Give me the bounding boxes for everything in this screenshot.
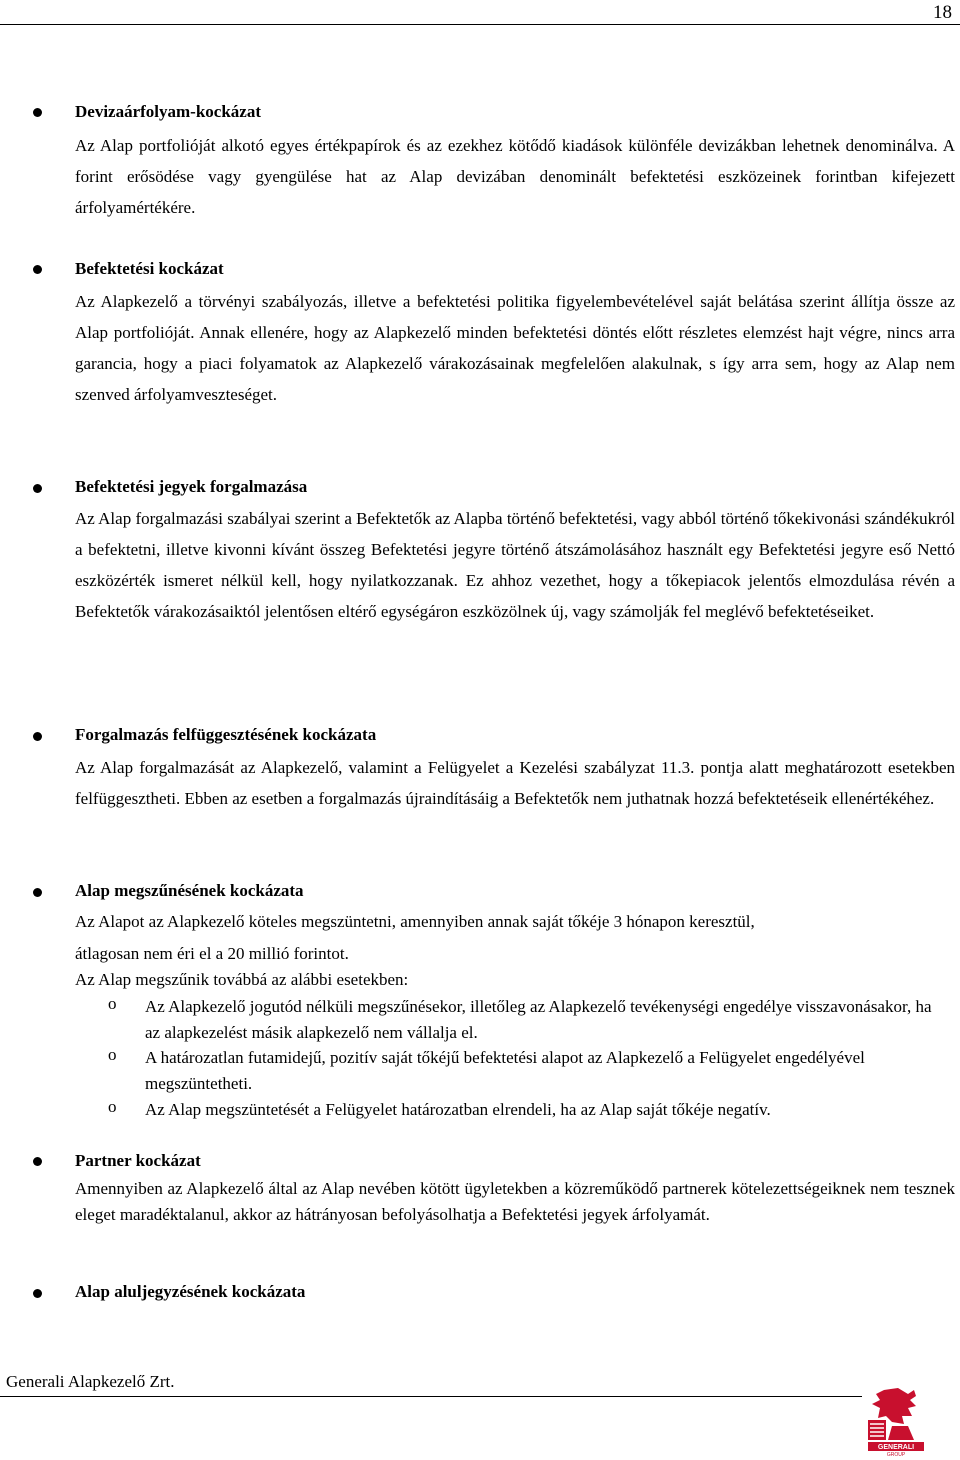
footer-divider <box>0 1396 862 1397</box>
bullet-icon <box>33 1157 42 1166</box>
sub-list-marker: o <box>108 994 117 1013</box>
bullet-icon <box>33 484 42 493</box>
section-body-alap-megszunes-line2: átlagosan nem éri el a 20 millió forintot. <box>75 944 349 963</box>
sub-list-item: Az Alap megszüntetését a Felügyelet határozatban elrendeli, ha az Alap saját tőkéje negatív. <box>145 1100 771 1119</box>
logo-text: GENERALI <box>877 1444 915 1451</box>
section-body-partner-kockazat: Amennyiben az Alapkezelő által az Alap nevében kötött ügyletekben a közreműködő partnerek kötelezettségeiknek nem tesznek eleget maradéktalanul, akkor az hátrányosan befolyásolhatja a Befektetési jegyek árfolyamát. <box>75 1179 955 1224</box>
section-body-alap-megszunes-line1: Az Alapot az Alapkezelő köteles megszüntetni, amennyiben annak saját tőkéje 3 hónapon keresztül, <box>75 912 755 931</box>
section-body-befektetesi-kockazat: Az Alapkezelő a törvényi szabályozás, illetve a befektetési politika figyelembevételével saját belátása szerint állítja össze az Alap portfolióját. Annak ellenére, hogy az Alapkezelő minden befektetési döntés előtt részletes elemzést hajt végre, nincs arra garancia, hogy a piaci folyamatok az Alapkezelő várakozásainak megfelelően alakulnak, s így arra sem, hogy az Alap nem szenved árfolyamveszteséget. <box>75 292 955 404</box>
lion-icon <box>868 1388 916 1440</box>
section-body-befektetesi-jegyek: Az Alap forgalmazási szabályai szerint a Befektetők az Alapba történő befektetési, vagy abból történő tőkekivonási szándékukról a befektetni, illetve kivonni kívánt összeg Befektetési jegyre történő átszámolásához használt egy Befektetési jegyre eső Nettó eszközérték ismeret nélkül kell, hogy nyilatkozzanak. Ez ahhoz vezethet, hogy a tőkepiacok jelentős elmozdulása révén a Befektetők várakozásaiktól jelentősen eltérő egységáron eszközölnek új, vagy számolják fel meglévő befektetéseiket. <box>75 509 955 621</box>
sub-list-item: A határozatlan futamidejű, pozitív saját tőkéjű befektetési alapot az Alapkezelő a Felügyelet engedélyével megszüntetheti. <box>145 1048 865 1093</box>
section-body-alap-megszunes-line3: Az Alap megszűnik továbbá az alábbi esetekben: <box>75 970 409 989</box>
footer-company-name: Generali Alapkezelő Zrt. <box>6 1372 175 1391</box>
section-title-devizaarfolyam: Devizaárfolyam-kockázat <box>75 102 262 121</box>
bullet-icon <box>33 888 42 897</box>
section-body-devizaarfolyam: Az Alap portfolióját alkotó egyes értékpapírok és az ezekhez kötődő kiadások különféle devizákban lehetnek denominálva. A forint erősödése vagy gyengülése hat az Alap devizában denominált befektetési eszközeinek forintban kifejezett árfolyamértékére. <box>75 136 955 217</box>
page-number: 18 <box>933 2 952 23</box>
sub-list-marker: o <box>108 1045 117 1064</box>
bullet-icon <box>33 732 42 741</box>
section-title-alap-megszunes: Alap megszűnésének kockázata <box>75 881 304 900</box>
bullet-icon <box>33 108 42 117</box>
generali-logo <box>864 1386 928 1456</box>
logo-subtext: GROUP <box>886 1452 906 1456</box>
header-divider <box>0 24 960 25</box>
section-title-befektetesi-jegyek: Befektetési jegyek forgalmazása <box>75 477 308 496</box>
sub-list-item: Az Alapkezelő jogutód nélküli megszűnésekor, illetőleg az Alapkezelő tevékenységi engedélye visszavonásakor, ha az alapkezelést másik alapkezelő nem vállalja el. <box>145 997 932 1042</box>
section-title-alap-aluljegyzes: Alap aluljegyzésének kockázata <box>75 1282 306 1301</box>
sub-list-marker: o <box>108 1097 117 1116</box>
bullet-icon <box>33 1289 42 1298</box>
section-body-forgalmazas-felfuggesztes: Az Alap forgalmazását az Alapkezelő, valamint a Felügyelet a Kezelési szabályzat 11.3. pontja alatt meghatározott esetekben felfüggesztheti. Ebben az esetben a forgalmazás újraindításáig a Befektetők nem juthatnak hozzá befektetéseik ellenértékéhez. <box>75 758 955 808</box>
section-title-forgalmazas-felfuggesztes: Forgalmazás felfüggesztésének kockázata <box>75 725 377 744</box>
bullet-icon <box>33 265 42 274</box>
section-title-befektetesi-kockazat: Befektetési kockázat <box>75 259 224 278</box>
section-title-partner-kockazat: Partner kockázat <box>75 1151 201 1170</box>
